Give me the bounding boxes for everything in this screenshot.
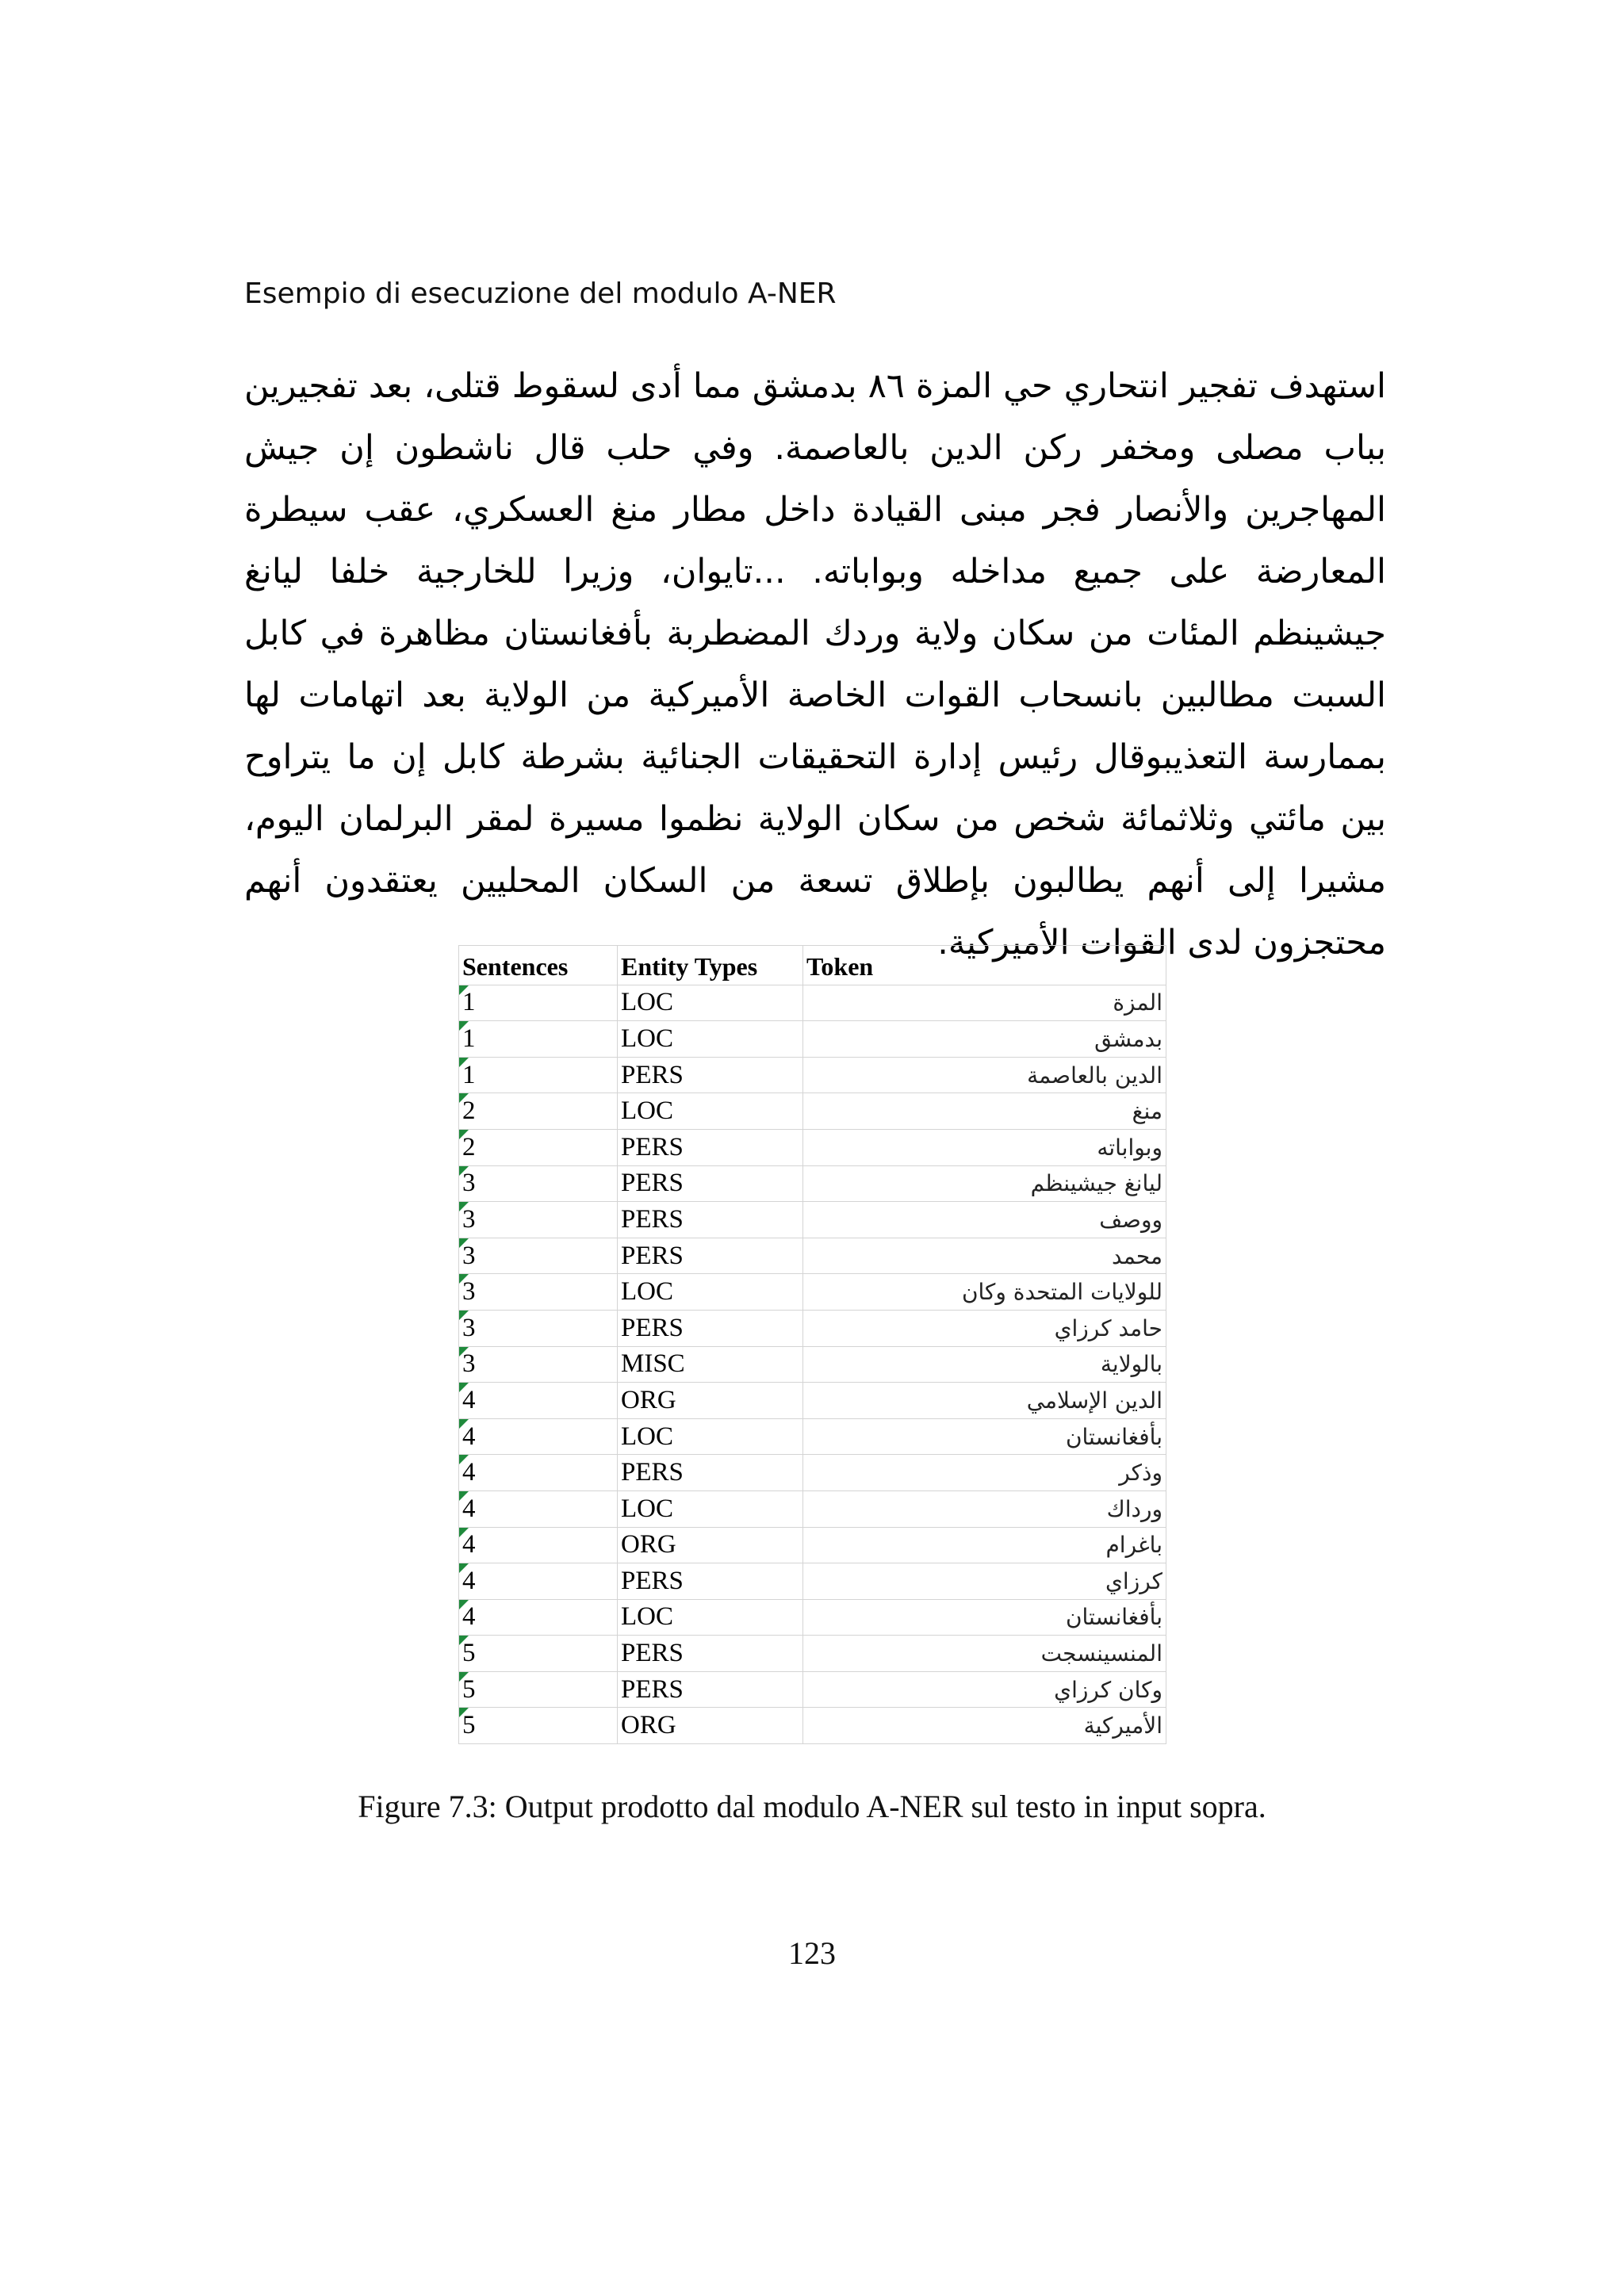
cell-sentence: 4 <box>459 1527 618 1563</box>
cell-sentence: 3 <box>459 1310 618 1346</box>
cell-token: وبواباته <box>803 1129 1166 1165</box>
cell-sentence: 3 <box>459 1238 618 1274</box>
table-row <box>459 1671 1166 1708</box>
header-sentences: Sentences <box>459 946 618 985</box>
ner-output-table <box>458 945 1166 1744</box>
table-row <box>459 1708 1166 1744</box>
cell-entity-type: PERS <box>618 1202 803 1238</box>
cell-token: بالولاية <box>803 1346 1166 1383</box>
header-token: Token <box>803 946 1166 985</box>
cell-sentence: 1 <box>459 1057 618 1093</box>
cell-token: بأفغانستان <box>803 1418 1166 1455</box>
table-row <box>459 1202 1166 1238</box>
cell-sentence: 3 <box>459 1346 618 1383</box>
cell-token: محمد <box>803 1238 1166 1274</box>
table-row <box>459 985 1166 1021</box>
cell-sentence: 4 <box>459 1418 618 1455</box>
header-entity-types: Entity Types <box>618 946 803 985</box>
table-row <box>459 1093 1166 1130</box>
cell-entity-type: ORG <box>618 1708 803 1744</box>
cell-entity-type: PERS <box>618 1057 803 1093</box>
cell-entity-type: LOC <box>618 1599 803 1636</box>
cell-token: كرزاي <box>803 1563 1166 1600</box>
cell-token: للولايات المتحدة وكان <box>803 1274 1166 1311</box>
cell-token: ورداك <box>803 1490 1166 1527</box>
cell-entity-type: PERS <box>618 1165 803 1202</box>
table-row <box>459 1021 1166 1058</box>
table-row <box>459 1057 1166 1093</box>
cell-sentence: 5 <box>459 1708 618 1744</box>
cell-sentence: 4 <box>459 1383 618 1419</box>
cell-entity-type: PERS <box>618 1636 803 1672</box>
cell-sentence: 5 <box>459 1671 618 1708</box>
cell-sentence: 5 <box>459 1636 618 1672</box>
cell-token: المنسينسجت <box>803 1636 1166 1672</box>
cell-token: وذكر <box>803 1455 1166 1491</box>
table-row <box>459 1599 1166 1636</box>
cell-token: وكان كرزاي <box>803 1671 1166 1708</box>
table-row <box>459 1527 1166 1563</box>
cell-entity-type: LOC <box>618 1093 803 1130</box>
cell-entity-type: MISC <box>618 1346 803 1383</box>
cell-entity-type: LOC <box>618 1418 803 1455</box>
cell-sentence: 3 <box>459 1274 618 1311</box>
cell-sentence: 4 <box>459 1599 618 1636</box>
cell-token: الأميركية <box>803 1708 1166 1744</box>
cell-sentence: 4 <box>459 1455 618 1491</box>
table-body <box>459 985 1166 1743</box>
cell-sentence: 3 <box>459 1165 618 1202</box>
table-row <box>459 1563 1166 1600</box>
cell-entity-type: PERS <box>618 1671 803 1708</box>
cell-sentence: 2 <box>459 1129 618 1165</box>
table-row <box>459 1346 1166 1383</box>
cell-sentence: 1 <box>459 1021 618 1058</box>
cell-entity-type: PERS <box>618 1455 803 1491</box>
cell-token: المزة <box>803 985 1166 1021</box>
cell-token: ووصف <box>803 1202 1166 1238</box>
table-row <box>459 1165 1166 1202</box>
cell-entity-type: ORG <box>618 1527 803 1563</box>
cell-sentence: 4 <box>459 1563 618 1600</box>
figure-ner-output <box>458 945 1166 1744</box>
table-header-row <box>459 946 1166 985</box>
cell-sentence: 4 <box>459 1490 618 1527</box>
cell-sentence: 2 <box>459 1093 618 1130</box>
arabic-paragraph: استهدف تفجير انتحاري حي المزة ٨٦ بدمشق مما أدى لسقوط قتلى، بعد تفجيرين بباب مصلى ومخفر ركن الدين بالعاصمة. وفي حلب قال ناشطون إن جيش المهاجرين والأنصار فجر مبنى القيادة داخل مطار منغ العسكري، عقب سيطرة المعارضة على جميع مداخله وبواباته. ...تايوان، وزيرا للخارجية خلفا ليانغ جيشينظم المئات من سكان ولاية وردك المضطربة بأفغانستان مظاهرة في كابل السبت مطالبين بانسحاب القوات الخاصة الأميركية من الولاية بعد اتهامات لها بممارسة التعذيبوقال رئيس إدارة التحقيقات الجنائية بشرطة كابل إن ما يتراوح بين مائتي وثلاثمائة شخص من سكان الولاية نظموا مسيرة لمقر البرلمان اليوم، مشيرا إلى أنهم يطالبون بإطلاق تسعة من السكان المحليين يعتقدون أنهم محتجزون لدى القوات الأميركية. <box>244 366 1386 962</box>
page-number: 123 <box>788 1935 836 1971</box>
cell-sentence: 1 <box>459 985 618 1021</box>
table-row <box>459 1129 1166 1165</box>
cell-entity-type: PERS <box>618 1563 803 1600</box>
table-row <box>459 1274 1166 1311</box>
cell-entity-type: PERS <box>618 1129 803 1165</box>
cell-entity-type: ORG <box>618 1383 803 1419</box>
cell-token: الدين بالعاصمة <box>803 1057 1166 1093</box>
cell-entity-type: LOC <box>618 1274 803 1311</box>
cell-token: حامد كرزاي <box>803 1310 1166 1346</box>
cell-entity-type: LOC <box>618 1021 803 1058</box>
cell-token: باغرام <box>803 1527 1166 1563</box>
cell-token: ليانغ جيشينظم <box>803 1165 1166 1202</box>
arabic-input-text <box>244 355 1386 974</box>
cell-entity-type: PERS <box>618 1238 803 1274</box>
cell-sentence: 3 <box>459 1202 618 1238</box>
running-header: Esempio di esecuzione del modulo A-NER <box>244 277 837 310</box>
table-row <box>459 1383 1166 1419</box>
table-row <box>459 1418 1166 1455</box>
table-row <box>459 1490 1166 1527</box>
figure-caption: Figure 7.3: Output prodotto dal modulo A-NER sul testo in input sopra. <box>358 1789 1266 1824</box>
cell-entity-type: LOC <box>618 1490 803 1527</box>
cell-token: الدين الإسلامي <box>803 1383 1166 1419</box>
cell-entity-type: PERS <box>618 1310 803 1346</box>
cell-token: بدمشق <box>803 1021 1166 1058</box>
table-row <box>459 1455 1166 1491</box>
table-row <box>459 1238 1166 1274</box>
cell-entity-type: LOC <box>618 985 803 1021</box>
cell-token: منغ <box>803 1093 1166 1130</box>
cell-token: بأفغانستان <box>803 1599 1166 1636</box>
table-row <box>459 1310 1166 1346</box>
table-row <box>459 1636 1166 1672</box>
